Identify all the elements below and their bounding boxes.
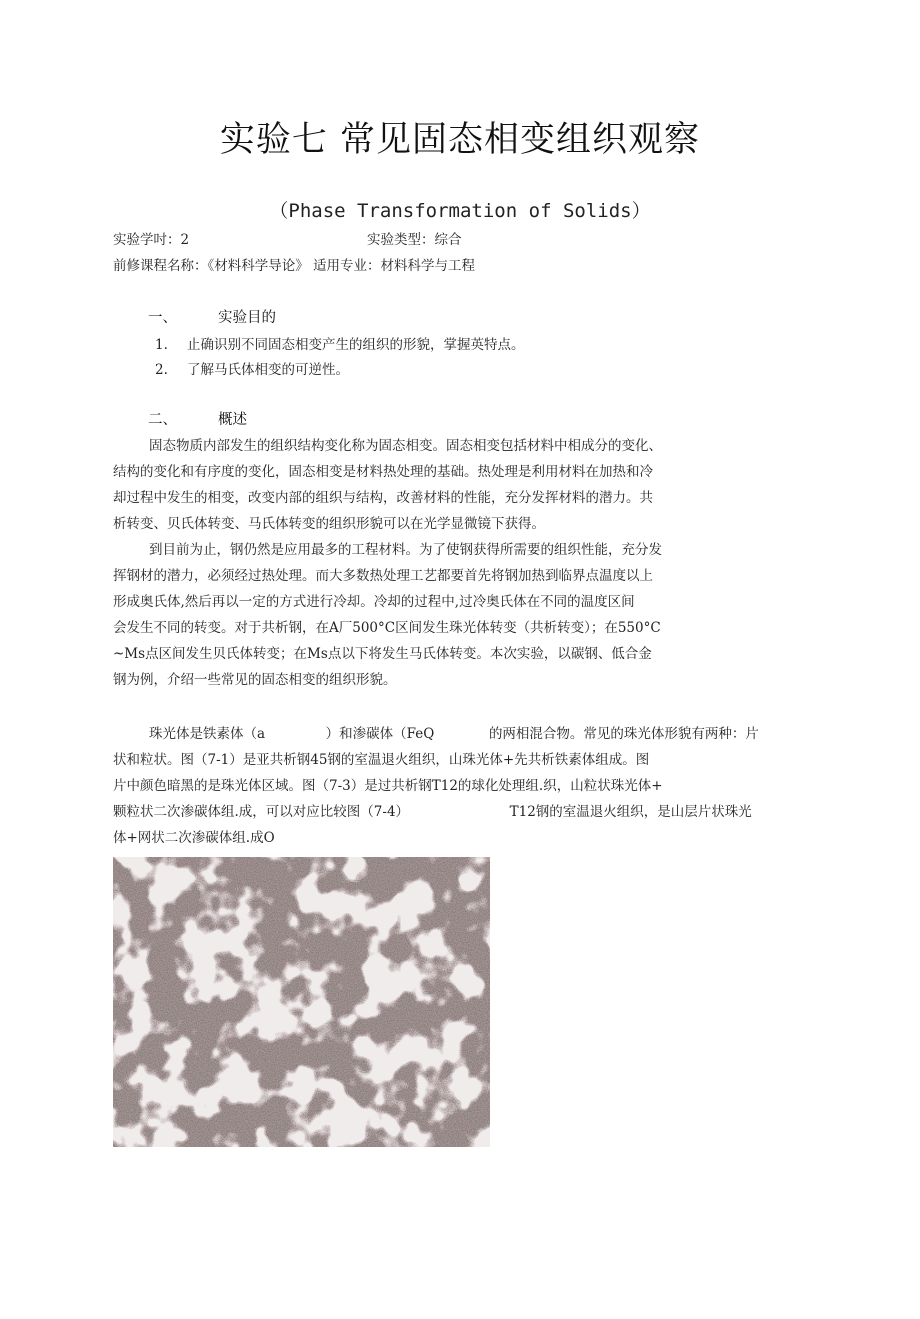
page-subtitle: （Phase Transformation of Solids） [269,200,651,222]
text-run: 珠光体是铁素体（a [149,726,266,742]
paragraph-line: 析转变、贝氏体转变、马氏体转变的组织形貌可以在光学显微镜下获得。 [113,516,545,532]
page-title: 实验七 常见固态相变组织观察 [219,120,701,160]
paragraph-line: 到目前为止，钢仍然是应用最多的工程材料。为了使钢获得所需要的组织性能，充分发 [149,542,662,558]
section-number: 一、 [148,310,177,326]
paragraph-line: 却过程中发生的相变，改变内部的组织与结构，改善材料的性能，充分发挥材料的潜力。共 [113,490,653,506]
paragraph-line: 结构的变化和有序度的变化，固态相变是材料热处理的基础。热处理是利用材料在加热和冷 [113,464,653,480]
text-run: ）和渗碳体（FeQ [325,726,435,742]
section-number: 二、 [148,412,177,428]
list-item-text: 了解马氏体相变的可逆性。 [187,362,349,378]
list-item-number: 2. [155,362,168,378]
meta-prerequisite: 前修课程名称：《材料科学导论》 适用专业：材料科学与工程 [113,258,476,274]
section-title: 概述 [218,412,247,428]
paragraph-line: 形成奥氏体,然后再以一定的方式进行冷却。冷却的过程中,过冷奥氏体在不同的温度区间 [113,594,635,610]
paragraph-line: 固态物质内部发生的组织结构变化称为固态相变。固态相变包括材料中相成分的变化、 [149,438,662,454]
paragraph-line: 状和粒状。图（7-1）是亚共析钢45钢的室温退火组织，山珠光体+先共析铁素体组成。图 [113,752,650,768]
meta-hours: 实验学吋：2 [113,232,190,248]
text-run: 颗粒状二次渗碳体组.成，可以对应比较图（7-4） [113,804,410,820]
paragraph-line [149,722,759,742]
meta-type: 实验类型：综合 [367,232,462,248]
section-heading-purpose [148,306,276,327]
paragraph-line: ~Ms点区间发生贝氏体转变；在Ms点以下将发生马氏体转变。本次实验，以碳钢、低合金 [113,646,652,662]
paragraph-line: 挥钢材的潜力，必须经过热处理。而大多数热处理工艺都要首先将钢加热到临界点温度以上 [113,568,653,584]
text-run: 的两相混合物。常见的珠光体形貌有两种：片 [488,726,759,742]
paragraph-line: 片中颜色暗黑的是珠光体区域。图（7-3）是过共析钢T12的球化处理组.织，山粒状珠光体+ [113,778,663,794]
section-heading-overview [148,408,247,429]
section-title: 实验目的 [218,310,276,326]
paragraph-line [113,800,752,820]
paragraph-line: 钢为例，介绍一些常见的固态相变的组织形貌。 [113,672,397,688]
paragraph-line: 会发生不同的转变。对于共析钢，在A厂500°C区间发生珠光体转变（共析转变）；在550°C [113,620,661,636]
text-run: T12钢的室温退火组织，是山层片状珠光 [509,804,752,820]
list-item-text: 止确识别不同固态相变产生的组织的形貌，掌握英特点。 [187,337,525,353]
paragraph-line: 体+网状二次渗碳体组.成O [113,830,275,846]
micrograph-image [113,857,490,1147]
list-item [155,333,525,353]
list-item-number: 1. [155,337,168,353]
list-item [155,358,349,378]
